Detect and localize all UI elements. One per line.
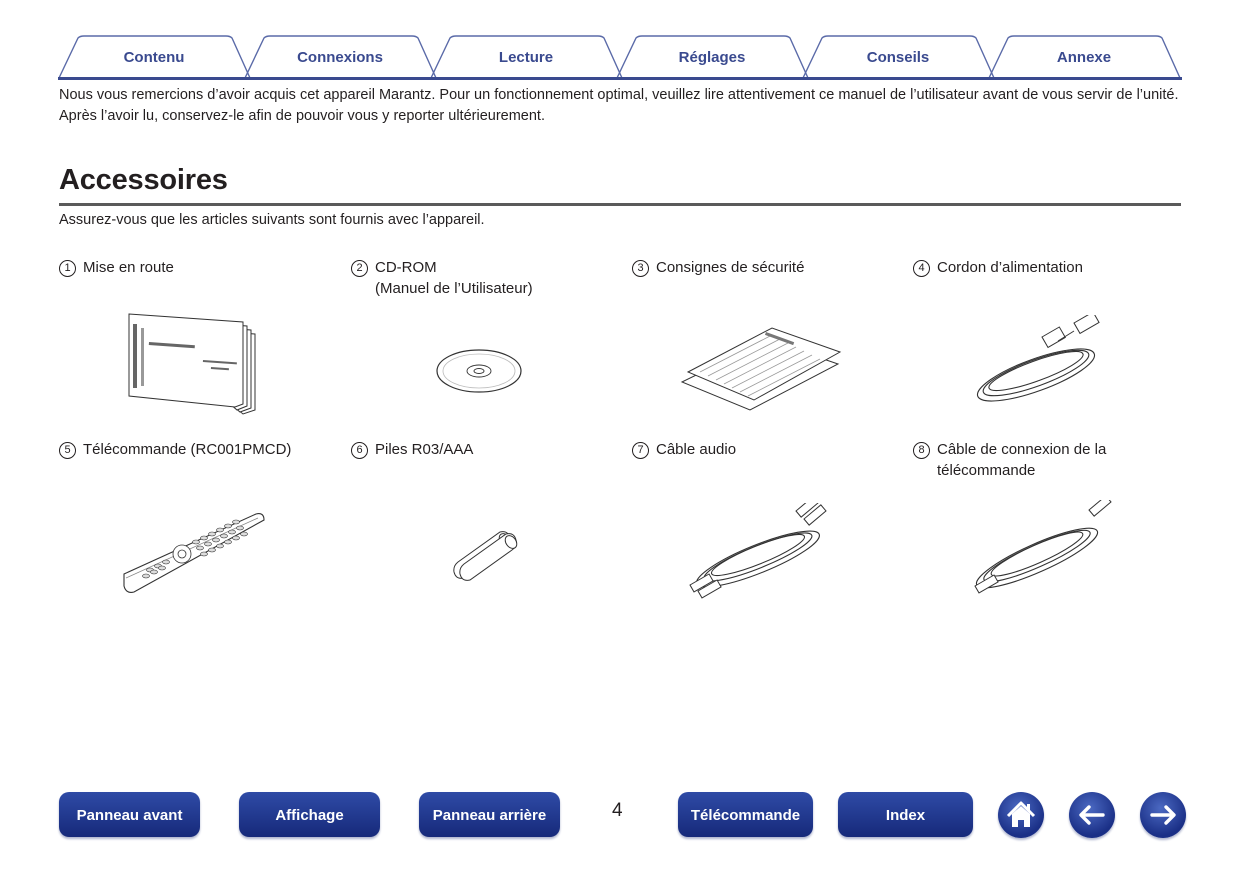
button-label: Panneau avant xyxy=(76,807,183,824)
section-title: Accessoires xyxy=(59,164,228,196)
item-number: 4 xyxy=(913,260,930,277)
home-icon xyxy=(998,792,1044,838)
arrow-right-icon xyxy=(1140,792,1186,838)
item-label: Câble audio xyxy=(656,441,737,458)
item-label: Cordon d’alimentation xyxy=(937,259,1083,276)
tab-reglages[interactable]: Réglages xyxy=(678,49,746,66)
button-label: Affichage xyxy=(275,807,344,824)
remote-connection-cable-icon xyxy=(965,500,1115,598)
remote-control-icon xyxy=(120,508,268,598)
nav-affichage-button[interactable] xyxy=(239,792,380,837)
batteries-icon xyxy=(450,524,520,584)
item-number: 2 xyxy=(351,260,368,277)
item-number: 5 xyxy=(59,442,76,459)
item-number: 8 xyxy=(913,442,930,459)
accessory-item xyxy=(913,439,1183,481)
item-label: Télécommande (RC001PMCD) xyxy=(83,441,292,458)
section-lead: Assurez-vous que les articles suivants sont fournis avec l’appareil. xyxy=(59,212,485,228)
intro-text xyxy=(59,85,1183,127)
tab-contenu[interactable]: Contenu xyxy=(123,49,185,66)
page-number: 4 xyxy=(612,800,623,821)
home-button[interactable] xyxy=(998,792,1044,838)
arrow-left-icon xyxy=(1069,792,1115,838)
nav-telecommande-button[interactable] xyxy=(678,792,813,837)
tab-annexe[interactable]: Annexe xyxy=(1056,49,1112,66)
item-label: Consignes de sécurité xyxy=(656,259,805,276)
tab-bar xyxy=(58,34,1182,80)
button-label: Index xyxy=(885,807,926,824)
accessory-item xyxy=(59,439,329,460)
item-label: CD-ROM (Manuel de l’Utilisateur) xyxy=(375,259,533,297)
button-label: Panneau arrière xyxy=(432,807,547,824)
power-cord-icon xyxy=(970,315,1110,405)
nav-panneau-arriere-button[interactable] xyxy=(419,792,560,837)
accessory-item xyxy=(632,257,902,278)
back-button[interactable] xyxy=(1069,792,1115,838)
accessory-item xyxy=(351,439,621,460)
item-number: 3 xyxy=(632,260,649,277)
nav-panneau-avant-button[interactable] xyxy=(59,792,200,837)
item-label: Mise en route xyxy=(83,259,174,276)
booklet-icon xyxy=(125,312,260,418)
intro-paragraph-2: Après l’avoir lu, conservez-le afin de pouvoir vous y reporter ultérieurement. xyxy=(59,108,545,124)
section-divider xyxy=(59,203,1181,206)
intro-paragraph-1: Nous vous remercions d’avoir acquis cet appareil Marantz. Pour un fonctionnement optimal, veuillez lire attentivement ce manuel de l’utilisateur avant de vous servir de l’unité. xyxy=(59,87,1179,103)
cd-rom-icon xyxy=(435,347,525,395)
button-label: Télécommande xyxy=(690,807,801,824)
accessory-item xyxy=(913,257,1183,278)
accessory-item xyxy=(59,257,329,278)
item-number: 6 xyxy=(351,442,368,459)
tab-lecture[interactable]: Lecture xyxy=(498,49,554,66)
item-number: 1 xyxy=(59,260,76,277)
forward-button[interactable] xyxy=(1140,792,1186,838)
item-label: Câble de connexion de la télécommande xyxy=(937,441,1107,479)
item-number: 7 xyxy=(632,442,649,459)
item-label: Piles R03/AAA xyxy=(375,441,474,458)
tab-conseils[interactable]: Conseils xyxy=(866,49,930,66)
tab-connexions[interactable]: Connexions xyxy=(297,49,383,66)
safety-sheet-icon xyxy=(678,318,846,416)
audio-cable-icon xyxy=(684,503,834,601)
accessory-item xyxy=(632,439,902,460)
nav-index-button[interactable] xyxy=(838,792,973,837)
accessory-item xyxy=(351,257,621,299)
